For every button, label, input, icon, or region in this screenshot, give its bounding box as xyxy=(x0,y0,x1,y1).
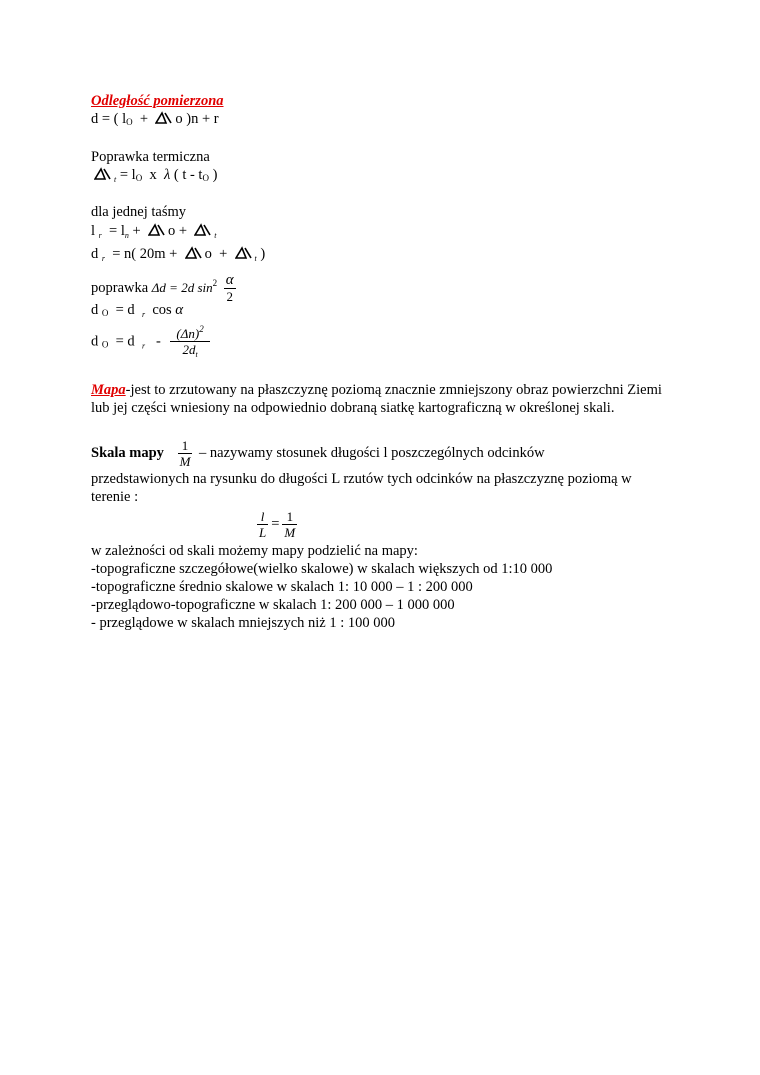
delta-l-icon xyxy=(155,111,175,125)
fraction-l-over-L: $\frac{l}{L}$ xyxy=(259,509,267,541)
paragraph-skala-text: przedstawionych na rysunku do długości L rzutów tych odcinków na płaszczyznę poziomą w terenie : xyxy=(91,471,632,505)
list-item: -topograficzne średnio skalowe w skalach 1: 10 000 – 1 : 200 000 xyxy=(91,579,473,595)
section-title-odleglosc xyxy=(91,92,224,110)
heading-poprawka-termiczna: Poprawka termiczna xyxy=(91,149,210,165)
fraction-alpha-over-2: $\frac{\alpha}{2}$ xyxy=(225,272,234,305)
fraction-1-over-m: $\frac{1}{M}$ xyxy=(179,438,191,470)
formula-l-r: l $_r = l_n + o + _t$ xyxy=(91,223,217,240)
delta-l-icon xyxy=(235,246,255,260)
delta-l-icon xyxy=(185,246,205,260)
title-mapa: Mapa xyxy=(91,382,126,398)
delta-l-icon xyxy=(194,223,214,237)
line-skala-mapy: Skala mapy $\frac{1}{M}$ – nazywamy stosunek długości l poszczególnych odcinków xyxy=(91,438,545,470)
formula-poprawka: poprawka Δd = 2d $\sin^2$ $\frac{\alpha}{2}$ xyxy=(91,272,234,305)
list-item: -przeglądowo-topograficzne w skalach 1: 200 000 – 1 000 000 xyxy=(91,597,455,613)
delta-l-icon xyxy=(94,167,114,181)
formula-l-over-L: $\frac{l}{L}$ = $\frac{1}{M}$ xyxy=(259,509,296,541)
heading-dla-jednej-tasmy: dla jednej taśmy xyxy=(91,204,187,220)
delta-l-icon xyxy=(148,223,168,237)
formula-d-o-delta: d $_O$ = d $_r$ - $\frac{(\Delta n)^2}{2d_t}$ xyxy=(91,322,213,364)
formula-d-o-cos: d $_O$ = d $_r$ cos α xyxy=(91,302,184,319)
list-item: - przeglądowe w skalach mniejszych niż 1 : 100 000 xyxy=(91,615,396,631)
formula-d-r: d $_r$ = n( 20m + o + $_t$ ) xyxy=(91,246,266,263)
fraction-delta-n: $\frac{(\Delta n)^2}{2d_t}$ xyxy=(170,322,209,362)
paragraph-mapa: Mapa-jest to zrzutowany na płaszczyznę poziomą znacznie zmniejszony obraz powierzchni Ziemi lub jej części wniesiony na odpowiednio dobraną siatkę kartograficzną w określonej skali. xyxy=(91,382,662,416)
formula-d: d = ( $l_O + o$ )n + r xyxy=(91,111,219,127)
list-item: -topograficzne szczegółowe(wielko skalowe) w skalach większych od 1:10 000 xyxy=(91,561,553,577)
title-odleglosc: Odległość pomierzona xyxy=(91,93,224,109)
fraction-1-over-M: $\frac{1}{M}$ xyxy=(284,509,296,541)
intro-podzial: w zależności od skali możemy mapy podzielić na mapy: xyxy=(91,543,418,559)
formula-poprawka-termiczna: $_t = l_O$ x λ ( t - $t_O$ ) xyxy=(94,166,217,189)
